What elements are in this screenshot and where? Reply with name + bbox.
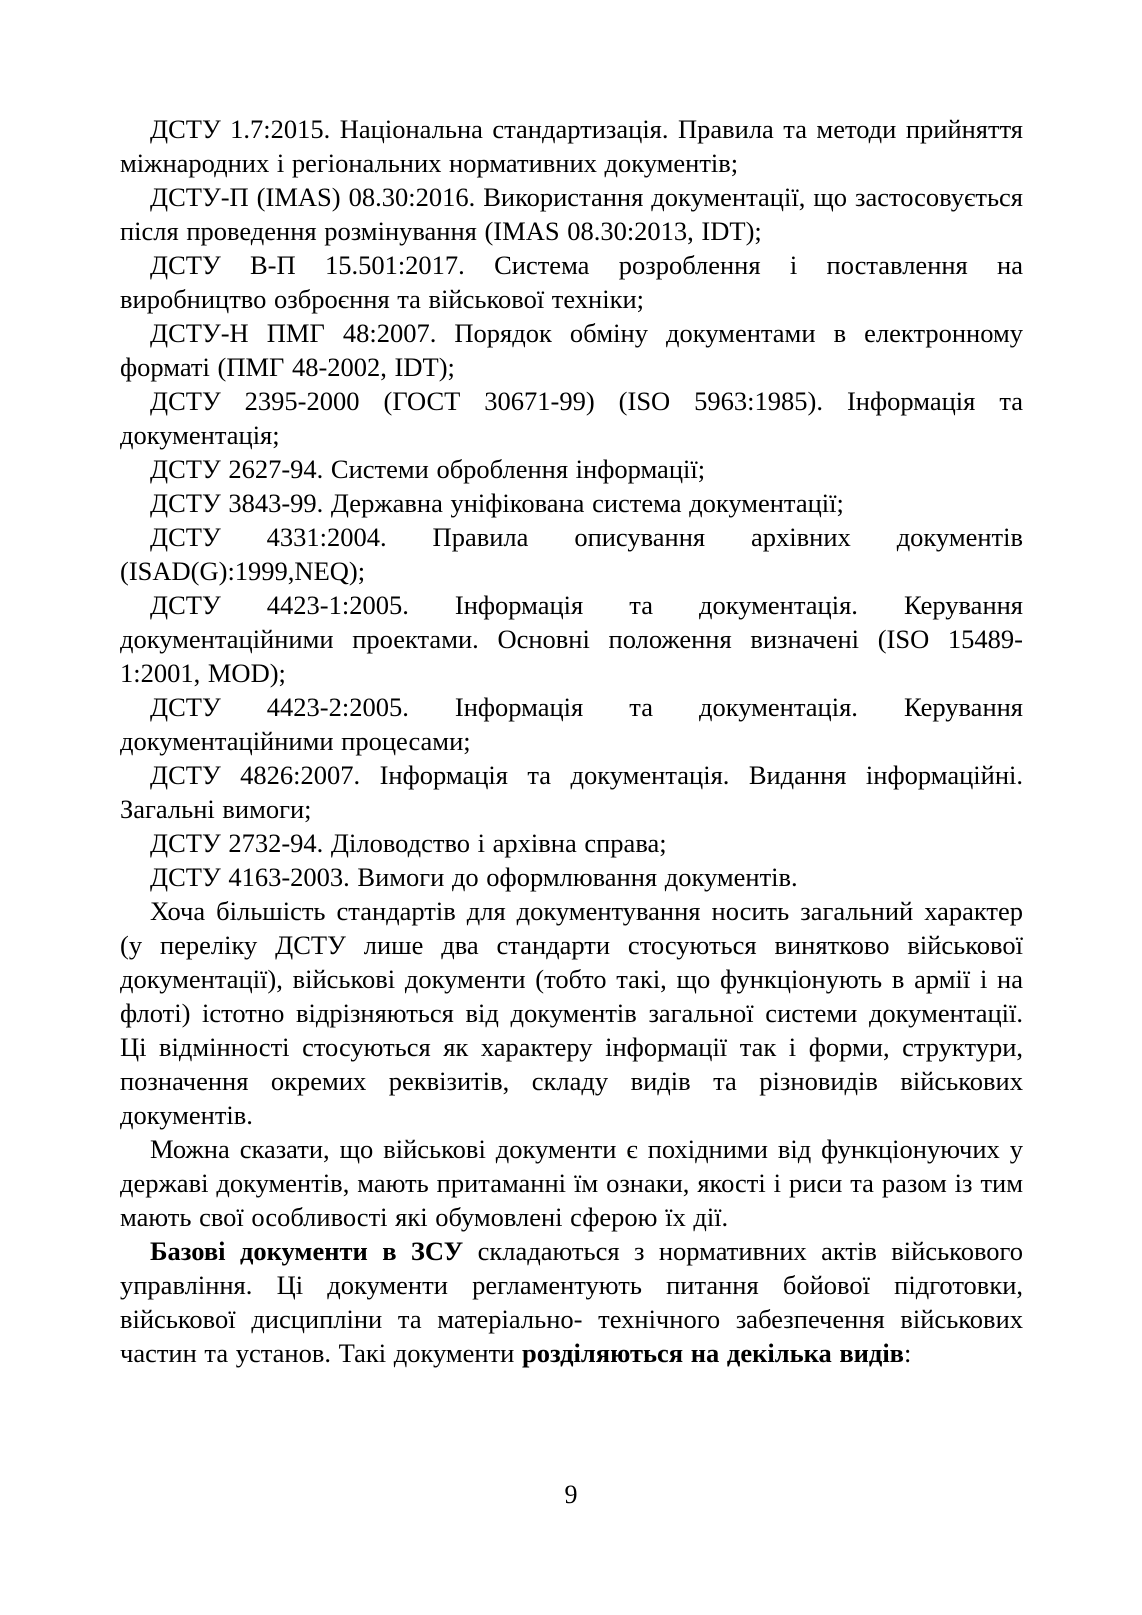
- text-run: ДСТУ В-П 15.501:2017. Система розроблення і поставлення на виробництво озброєння та військової техніки;: [120, 250, 1023, 314]
- paragraph: [120, 588, 1023, 690]
- paragraph: [120, 384, 1023, 452]
- paragraph: [120, 1132, 1023, 1234]
- paragraph: [120, 486, 1023, 520]
- text-run: Хоча більшість стандартів для документування носить загальний характер (у переліку ДСТУ лише два стандарти стосуються винятково військової документації), військові документи (тобто такі, що функціонують в армії і на флоті) істотно відрізняються від документів загальної системи документації. Ці відмінності стосуються як характеру інформації так і форми, структури, позначення окремих реквізитів, складу видів та різновидів військових документів.: [120, 896, 1023, 1130]
- paragraph: [120, 316, 1023, 384]
- text-run: ДСТУ 2395-2000 (ГОСТ 30671-99) (ISO 5963:1985). Інформація та документація;: [120, 386, 1023, 450]
- text-run: ДСТУ-П (IMAS) 08.30:2016. Використання документації, що застосовується після проведення розмінування (IMAS 08.30:2013, IDT);: [120, 182, 1023, 246]
- text-run: ДСТУ 4163-2003. Вимоги до оформлювання документів.: [150, 862, 798, 892]
- paragraph: [120, 452, 1023, 486]
- paragraph: [120, 690, 1023, 758]
- text-run: ДСТУ 4423-2:2005. Інформація та документація. Керування документаційними процесами;: [120, 692, 1023, 756]
- paragraph: [120, 1234, 1023, 1370]
- text-run: ДСТУ 2627-94. Системи оброблення інформації;: [150, 454, 706, 484]
- text-run: ДСТУ 3843-99. Державна уніфікована система документації;: [150, 488, 844, 518]
- text-run: Можна сказати, що військові документи є похідними від функціонуючих у державі документів, мають притаманні їм ознаки, якості і риси та разом із тим мають свої особливості які обумовлені сферою їх дії.: [120, 1134, 1023, 1232]
- bold-text-run: Базові документи в ЗСУ: [150, 1236, 464, 1266]
- paragraph: [120, 826, 1023, 860]
- paragraph: [120, 860, 1023, 894]
- paragraph: [120, 758, 1023, 826]
- paragraph: [120, 520, 1023, 588]
- text-run: ДСТУ 1.7:2015. Національна стандартизація. Правила та методи прийняття міжнародних і регіональних нормативних документів;: [120, 114, 1023, 178]
- text-block: [120, 112, 1023, 1370]
- page-number: 9: [564, 1480, 578, 1509]
- text-run: :: [904, 1338, 912, 1368]
- paragraph: [120, 248, 1023, 316]
- paragraph: [120, 180, 1023, 248]
- text-run: ДСТУ 4826:2007. Інформація та документація. Видання інформаційні. Загальні вимоги;: [120, 760, 1023, 824]
- text-run: ДСТУ 4423-1:2005. Інформація та документація. Керування документаційними проектами. Основні положення визначені (ISO 15489- 1:2001, MOD);: [120, 590, 1023, 688]
- paragraph: [120, 894, 1023, 1132]
- bold-text-run: розділяються на декілька видів: [521, 1338, 904, 1368]
- text-run: ДСТУ-Н ПМГ 48:2007. Порядок обміну документами в електронному форматі (ПМГ 48-2002, IDT);: [120, 318, 1023, 382]
- text-run: складаються з нормативних актів військового управління. Ці документи регламентують питання бойової підготовки, військової дисципліни та матеріально- технічного забезпечення військових частин та установ. Такі документи: [120, 1236, 1023, 1368]
- paragraph: [120, 112, 1023, 180]
- text-run: ДСТУ 4331:2004. Правила описування архівних документів (ISAD(G):1999,NEQ);: [120, 522, 1023, 586]
- text-run: ДСТУ 2732-94. Діловодство і архівна справа;: [150, 828, 667, 858]
